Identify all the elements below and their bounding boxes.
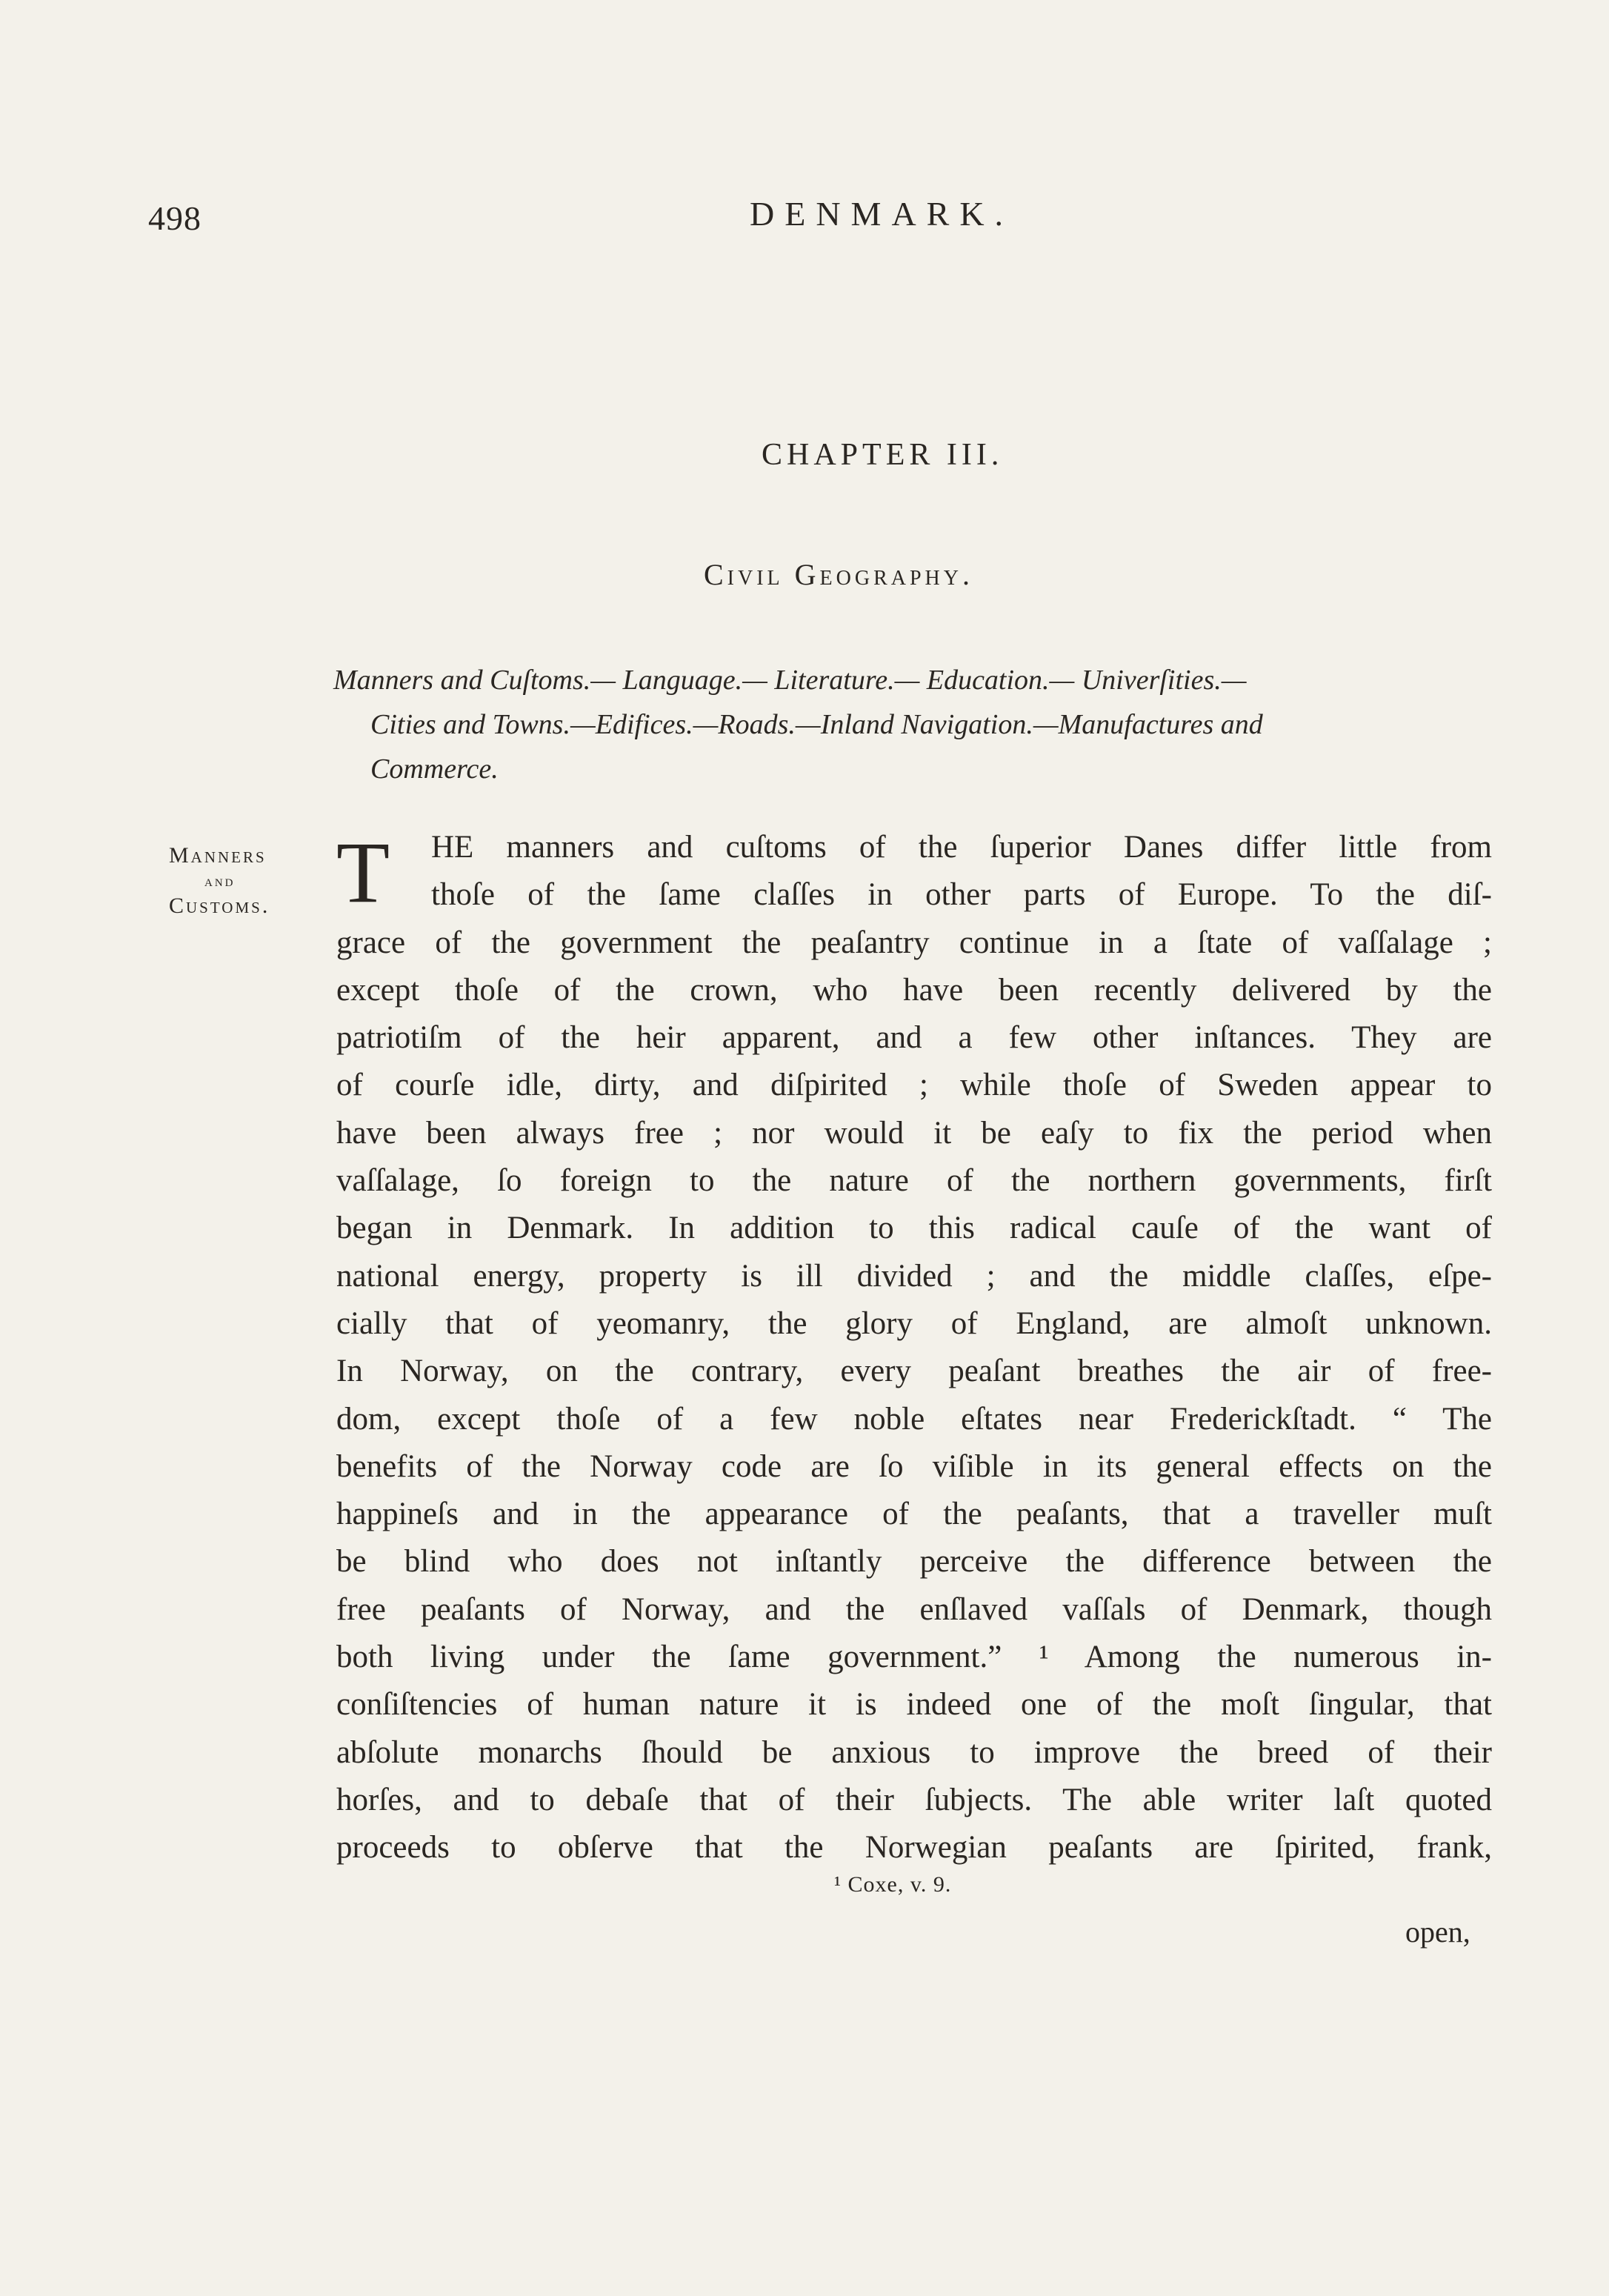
body-line: grace of the government the peaſantry continue in a ſtate of vaſſalage ; bbox=[336, 925, 1492, 960]
body-line: have been always free ; nor would it be eaſy to fix the period when bbox=[336, 1115, 1492, 1151]
body-line: thoſe of the ſame claſſes in other parts of Europe. To the diſ- bbox=[431, 877, 1492, 913]
body-line: except thoſe of the crown, who have been recently delivered by the bbox=[336, 972, 1492, 1008]
marginal-note-line: and bbox=[204, 871, 236, 890]
summary-line: Cities and Towns.—Edifices.—Roads.—Inland Navigation.—Manufactures and bbox=[370, 709, 1263, 740]
chapter-summary bbox=[333, 658, 1496, 791]
body-line: both living under the ſame government.” ¹ Among the numerous in- bbox=[336, 1640, 1492, 1675]
body-line: benefits of the Norway code are ſo viſible in its general effects on the bbox=[336, 1448, 1492, 1484]
body-line: conſiſtencies of human nature it is indeed one of the moſt ſingular, that bbox=[336, 1687, 1492, 1723]
marginal-note-line: Manners bbox=[169, 843, 267, 868]
page-number: 498 bbox=[148, 199, 201, 237]
summary-line: Manners and Cuſtoms.— Language.— Literature.— Education.— Univerſities.— bbox=[333, 665, 1247, 696]
body-line: free peaſants of Norway, and the enſlaved vaſſals of Denmark, though bbox=[336, 1591, 1492, 1627]
body-line: In Norway, on the contrary, every peaſant breathes the air of free- bbox=[336, 1354, 1492, 1389]
body-line: proceeds to obſerve that the Norwegian peaſants are ſpirited, frank, bbox=[336, 1830, 1492, 1866]
body-line: national energy, property is ill divided ; and the middle claſſes, eſpe- bbox=[336, 1258, 1492, 1294]
body-line: happineſs and in the appearance of the peaſants, that a traveller muſt bbox=[336, 1497, 1492, 1532]
chapter-title: CHAPTER III. bbox=[762, 438, 1004, 472]
summary-line: Commerce. bbox=[370, 753, 499, 785]
body-line: vaſſalage, ſo foreign to the nature of the northern governments, firſt bbox=[336, 1163, 1492, 1199]
catchword: open, bbox=[1405, 1915, 1470, 1949]
body-line: patriotiſm of the heir apparent, and a few other inſtances. They are bbox=[336, 1020, 1492, 1056]
body-line: of courſe idle, dirty, and diſpirited ; while thoſe of Sweden appear to bbox=[336, 1068, 1492, 1103]
body-text bbox=[336, 824, 1492, 1872]
section-title: Civil Geography. bbox=[704, 558, 973, 591]
body-line: horſes, and to debaſe that of their ſubjects. The able writer laſt quoted bbox=[336, 1782, 1492, 1817]
drop-capital: T bbox=[336, 824, 390, 921]
body-line: be blind who does not inſtantly perceive the difference between the bbox=[336, 1544, 1492, 1580]
running-head: DENMARK. bbox=[750, 195, 1014, 233]
footnote: ¹ Coxe, v. 9. bbox=[834, 1872, 952, 1897]
body-line: dom, except thoſe of a few noble eſtates near Frederickſtadt. “ The bbox=[336, 1401, 1492, 1437]
body-line: began in Denmark. In addition to this radical cauſe of the want of bbox=[336, 1211, 1492, 1246]
marginal-note-line: Customs. bbox=[169, 894, 270, 918]
body-line: abſolute monarchs ſhould be anxious to improve the breed of their bbox=[336, 1734, 1492, 1770]
marginal-note bbox=[169, 843, 317, 919]
body-line: cially that of yeomanry, the glory of England, are almoſt unknown. bbox=[336, 1305, 1492, 1341]
body-line: HE manners and cuſtoms of the ſuperior Danes differ little from bbox=[431, 830, 1492, 865]
